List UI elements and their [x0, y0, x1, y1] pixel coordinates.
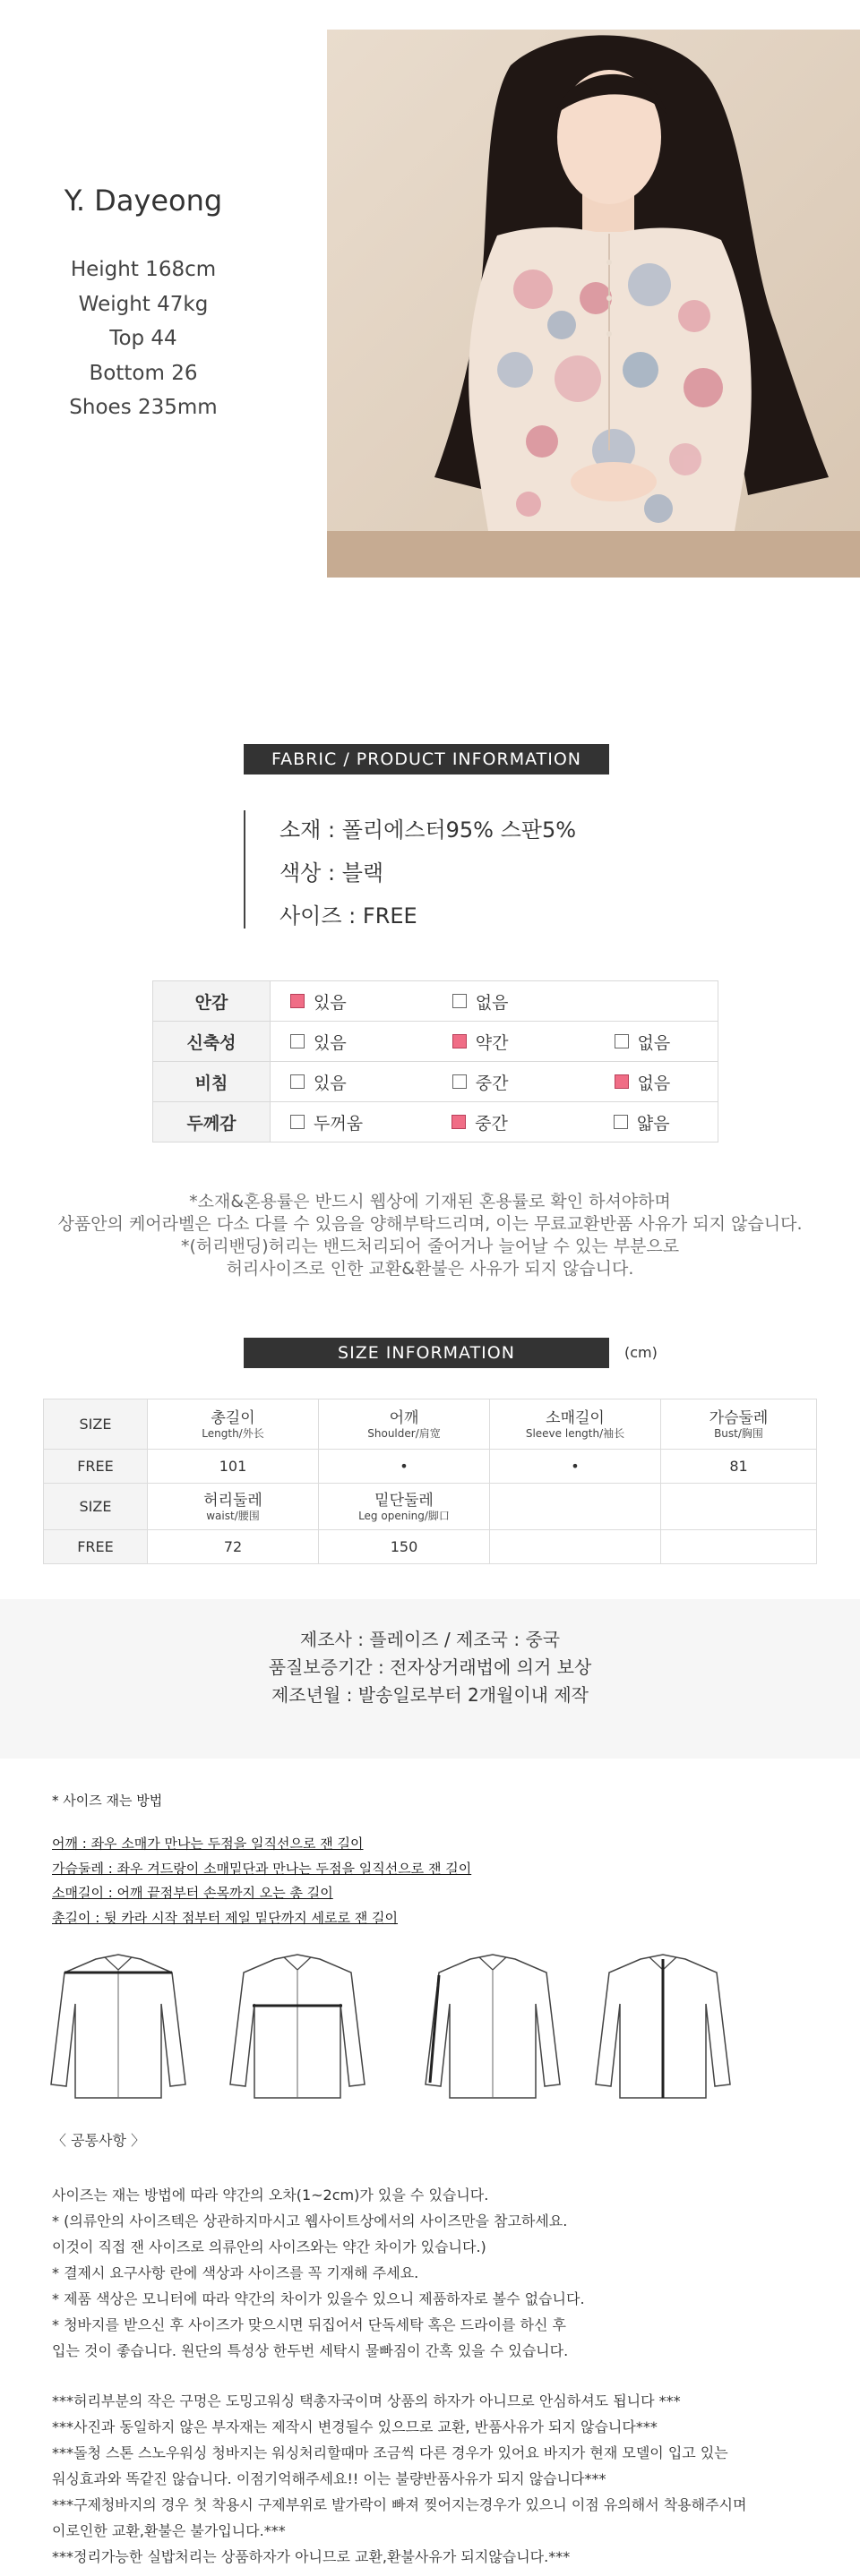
note-line: ***정리가능한 실밥처리는 상품하자가 아니므로 교환,환불사유가 되지않습니다.***: [52, 2548, 571, 2565]
model-shoes: Shoes 235mm: [69, 396, 218, 419]
spec-option-label: 있음: [314, 1073, 347, 1093]
size-value-row: [44, 1450, 817, 1484]
size-label: SIZE: [44, 1399, 148, 1450]
checkbox-checked: [615, 1074, 629, 1089]
size-value-row: [44, 1530, 817, 1564]
note-line: ***돌청 스톤 스노우워싱 청바지는 워싱처리할때마 조금씩 다른 경우가 있어요 바지가 현재 모델이 입고 있는: [52, 2444, 728, 2461]
measure-title: * 사이즈 재는 방법: [52, 1793, 163, 1809]
shirt-diagram-sleeve: [421, 1950, 564, 2102]
size-unit: (cm): [624, 1344, 658, 1361]
size-value: 72: [148, 1530, 319, 1564]
spec-row-sheerness: [153, 1062, 718, 1102]
spec-row-stretch: [153, 1022, 718, 1062]
note-line: * (의류안의 사이즈텍은 상관하지마시고 웹사이트상에서의 사이즈만을 참고하세요.: [52, 2212, 568, 2229]
notice-line: *(허리밴딩)허리는 밴드처리되어 줄어거나 늘어날 수 있는 부분으로: [180, 1237, 680, 1256]
size-value: •: [490, 1450, 661, 1484]
measure-item-bust: 가슴둘레 : 좌우 겨드랑이 소매밑단과 만나는 두점을 일직선으로 잰 길이: [52, 1860, 472, 1877]
special-notes: [52, 2388, 746, 2570]
spec-option: [290, 1030, 347, 1054]
fabric-color: 색상 : 블랙: [280, 860, 384, 886]
shirt-diagram-bust: [226, 1950, 369, 2102]
measure-item-sleeve: 소매길이 : 어깨 끝점부터 손목까지 오는 총 길이: [52, 1885, 333, 1901]
spec-option: [452, 989, 509, 1014]
spec-row-thickness: [153, 1102, 718, 1143]
size-table: [43, 1399, 817, 1564]
size-header-row: [44, 1484, 817, 1530]
size-header: 허리둘레 waist/腰围: [148, 1484, 319, 1530]
size-row-label: FREE: [44, 1530, 148, 1564]
spec-option-label: 없음: [637, 1073, 671, 1093]
shirt-diagram-shoulder: [47, 1950, 190, 2102]
spec-option-label: 있음: [314, 1032, 347, 1053]
manufacturer-info: [0, 1599, 860, 1759]
fabric-material: 소재 : 폴리에스터95% 스판5%: [280, 817, 577, 843]
model-bottom: Bottom 26: [89, 361, 198, 385]
spec-option-label: 약간: [475, 1032, 509, 1053]
measure-list: [52, 1832, 471, 1930]
notice-line: 상품안의 케어라벨은 다소 다를 수 있음을 양해부탁드리며, 이는 무료교환반품 사유가 되지 않습니다.: [57, 1214, 803, 1234]
note-line: 사이즈는 재는 방법에 따라 약간의 오차(1~2cm)가 있을 수 있습니다.: [52, 2187, 489, 2204]
size-label: SIZE: [44, 1484, 148, 1530]
spec-option: [290, 1070, 347, 1094]
spec-option-label: 있음: [314, 992, 347, 1013]
checkbox: [452, 994, 467, 1008]
size-info-header: SIZE INFORMATION: [244, 1338, 609, 1368]
material-notice: [0, 1191, 860, 1280]
model-stats: [0, 252, 287, 425]
spec-option: [614, 1110, 670, 1134]
note-line: ***구제청바지의 경우 첫 착용시 구제부위로 발가락이 빠져 찢어지는경우가 있으니 이점 유의해서 착용해주시며: [52, 2496, 747, 2513]
checkbox-checked: [290, 994, 305, 1008]
spec-option-label: 없음: [475, 992, 509, 1013]
shirt-diagram-length: [591, 1950, 735, 2102]
checkbox: [614, 1115, 628, 1129]
size-value: 150: [319, 1530, 490, 1564]
spec-label: 두께감: [153, 1102, 271, 1143]
note-line: * 결제시 요구사항 란에 색상과 사이즈를 꼭 기재해 주세요.: [52, 2264, 419, 2281]
notice-line: 허리사이즈로 인한 교환&환불은 사유가 되지 않습니다.: [226, 1259, 634, 1279]
size-header: 밑단둘레 Leg opening/脚口: [319, 1484, 490, 1530]
common-notes: [52, 2182, 585, 2364]
note-line: * 청바지를 받으신 후 사이즈가 맞으시면 뒤집어서 단독세탁 혹은 드라이를 하신 후: [52, 2316, 566, 2333]
spec-option: [290, 989, 347, 1014]
spec-option-label: 얇음: [636, 1113, 670, 1134]
spec-option-label: 두꺼움: [314, 1113, 364, 1134]
size-header-row: [44, 1399, 817, 1450]
size-value: 81: [661, 1450, 817, 1484]
note-line: ***허리부분의 작은 구멍은 도밍고워싱 택총자국이며 상품의 하자가 아니므로 안심하셔도 됩니다 ***: [52, 2392, 681, 2409]
checkbox: [290, 1074, 305, 1089]
model-photo: [327, 30, 860, 578]
production-date-line: 제조년월 : 발송일로부터 2개월이내 제작: [271, 1684, 589, 1706]
fabric-info: [244, 810, 622, 929]
spec-row-lining: [153, 981, 718, 1022]
checkbox: [452, 1074, 467, 1089]
fabric-spec-table: [152, 980, 718, 1143]
note-line: 워싱효과와 똑같진 않습니다. 이점기억해주세요!! 이는 불량반품사유가 되지 않습니다***: [52, 2470, 606, 2487]
notice-line: *소재&혼용률은 반드시 웹상에 기재된 혼용률로 확인 하셔야하며: [189, 1192, 671, 1211]
size-empty: [490, 1484, 661, 1530]
size-header: 어깨 Shoulder/肩宽: [319, 1399, 490, 1450]
note-line: ***사진과 동일하지 않은 부자재는 제작시 변경될수 있으므로 교환, 반품사유가 되지 않습니다***: [52, 2418, 658, 2435]
note-line: * 제품 색상은 모니터에 따라 약간의 차이가 있을수 있으니 제품하자로 볼수 없습니다.: [52, 2290, 585, 2307]
spec-label: 비침: [153, 1062, 271, 1102]
spec-option: [615, 1030, 671, 1054]
checkbox-checked: [452, 1115, 466, 1129]
common-notes-title: 〈 공통사항 〉: [52, 2132, 145, 2149]
spec-option-label: 중간: [475, 1073, 509, 1093]
checkbox: [290, 1115, 305, 1129]
spec-option: [452, 1070, 509, 1094]
note-line: 입는 것이 좋습니다. 원단의 특성상 한두번 세탁시 물빠짐이 간혹 있을 수 있습니다.: [52, 2342, 569, 2359]
warranty-line: 품질보증기간 : 전자상거래법에 의거 보상: [268, 1656, 592, 1678]
size-header: 가슴둘레 Bust/胸围: [661, 1399, 817, 1450]
spec-label: 신축성: [153, 1022, 271, 1062]
spec-option-label: 중간: [475, 1113, 508, 1134]
model-top: Top 44: [109, 327, 177, 350]
measure-item-shoulder: 어깨 : 좌우 소매가 만나는 두점을 일직선으로 잰 길이: [52, 1836, 364, 1852]
spec-label: 안감: [153, 981, 271, 1022]
size-row-label: FREE: [44, 1450, 148, 1484]
size-header: 소매길이 Sleeve length/袖长: [490, 1399, 661, 1450]
model-height: Height 168cm: [70, 258, 217, 281]
size-empty: [490, 1530, 661, 1564]
note-line: 이것이 직접 잰 사이즈로 의류안의 사이즈와는 약간 차이가 있습니다.): [52, 2238, 486, 2255]
size-empty: [661, 1530, 817, 1564]
spec-option: [615, 1070, 671, 1094]
model-name: Y. Dayeong: [64, 184, 223, 218]
size-value: •: [319, 1450, 490, 1484]
spec-option-label: 없음: [637, 1032, 671, 1053]
size-value: 101: [148, 1450, 319, 1484]
manufacturer-line: 제조사 : 플레이즈 / 제조국 : 중국: [299, 1629, 561, 1650]
spec-option: [452, 1110, 508, 1134]
model-photo-illustration: [327, 30, 860, 578]
spec-option: [452, 1030, 509, 1054]
size-header: 총길이 Length/外长: [148, 1399, 319, 1450]
checkbox-checked: [452, 1034, 467, 1048]
fabric-size: 사이즈 : FREE: [280, 903, 417, 929]
measure-item-length: 총길이 : 뒷 카라 시작 점부터 제일 밑단까지 세로로 잰 길이: [52, 1909, 399, 1926]
size-empty: [661, 1484, 817, 1530]
checkbox: [615, 1034, 629, 1048]
checkbox: [290, 1034, 305, 1048]
fabric-info-header: FABRIC / PRODUCT INFORMATION: [244, 744, 609, 775]
model-weight: Weight 47kg: [78, 292, 209, 316]
note-line: 이로인한 교환,환불은 불가입니다.***: [52, 2522, 286, 2539]
spec-option: [290, 1110, 363, 1134]
